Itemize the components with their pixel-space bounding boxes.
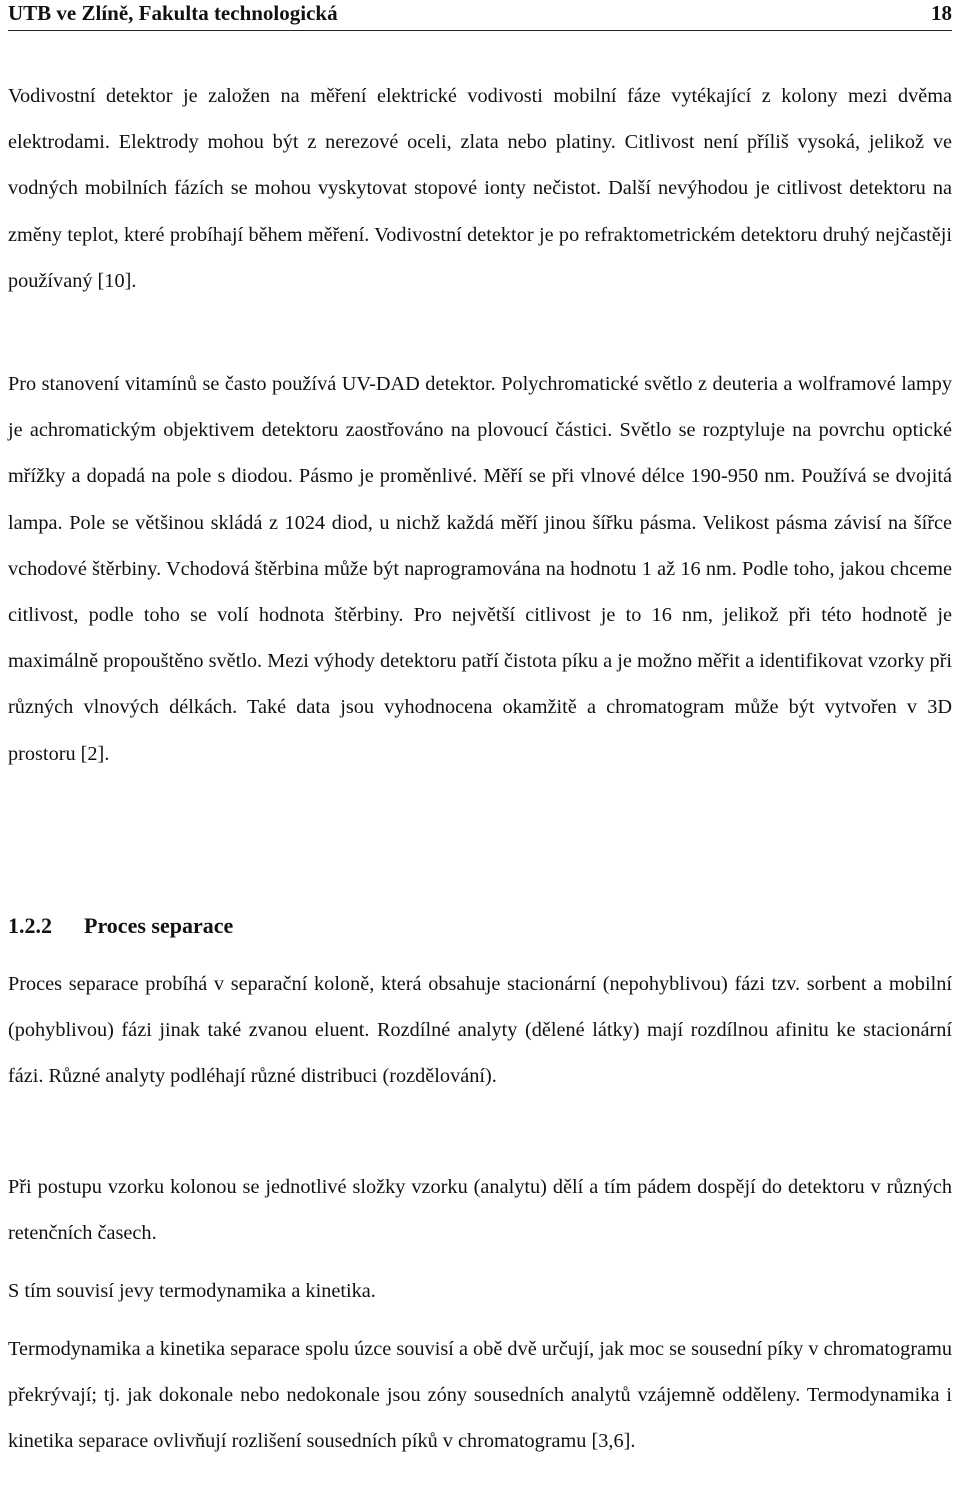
paragraph-thermo-kinetics: Termodynamika a kinetika separace spolu úzce souvisí a obě dvě určují, jak moc se sousední píky v chromatogramu překrývají; tj. jak dokonale nebo nedokonale jsou zóny sousedních analytů vzájemně odděleny. Termodynamika i kinetika separace ovlivňují rozlišení sousedních píků v chromatogramu [3,6]. <box>8 1338 952 1453</box>
section-number: 1.2.2 <box>8 913 52 938</box>
running-header <box>8 0 952 31</box>
header-title: UTB ve Zlíně, Fakulta technologická <box>8 1 338 25</box>
paragraph-uv-dad-detector: Pro stanovení vitamínů se často používá UV-DAD detektor. Polychromatické světlo z deuteria a wolframové lampy je achromatickým objektivem detektoru zaostřováno na plovoucí částici. Světlo se rozptyluje na povrchu optické mřížky a dopadá na pole s diodou. Pásmo je proměnlivé. Měří se při vlnové délce 190-950 nm. Používá se dvojitá lampa. Pole se většinou skládá z 1024 diod, u nichž každá měří jinou šířku pásma. Velikost pásma závisí na šířce vchodové štěrbiny. Vchodová štěrbina může být naprogramována na hodnotu 1 až 16 nm. Podle toho, jakou chceme citlivost, podle toho se volí hodnota štěrbiny. Pro největší citlivost je to 16 nm, jelikož při této hodnotě je maximálně propouštěno světlo. Mezi výhody detektoru patří čistota píku a je možno měřit a identifikovat vzorky při různých vlnových délkách. Také data jsou vyhodnocena okamžitě a chromatogram může být vytvořen v 3D prostoru [2]. <box>8 373 952 765</box>
paragraph-thermo-kinetics-intro: S tím souvisí jevy termodynamika a kinetika. <box>8 1280 376 1302</box>
section-heading <box>8 908 233 944</box>
paragraph-sample-passage: Při postupu vzorku kolonou se jednotlivé složky vzorku (analytu) dělí a tím pádem dospějí do detektoru v různých retenčních časech. <box>8 1176 952 1245</box>
paragraph-conductivity-detector: Vodivostní detektor je založen na měření elektrické vodivosti mobilní fáze vytékající z kolony mezi dvěma elektrodami. Elektrody mohou být z nerezové oceli, zlata nebo platiny. Citlivost není příliš vysoká, jelikož ve vodných mobilních fázích se mohou vyskytovat stopové ionty nečistot. Další nevýhodou je citlivost detektoru na změny teplot, které probíhají během měření. Vodivostní detektor je po refraktometrickém detektoru druhý nejčastěji používaný [10]. <box>8 85 952 292</box>
section-title: Proces separace <box>84 913 234 938</box>
paragraph-separation-process: Proces separace probíhá v separační koloně, která obsahuje stacionární (nepohyblivou) fázi tzv. sorbent a mobilní (pohyblivou) fázi jinak také zvanou eluent. Rozdílné analyty (dělené látky) mají rozdílnou afinitu ke stacionární fázi. Různé analyty podléhají různé distribuci (rozdělování). <box>8 973 952 1088</box>
page-number: 18 <box>931 1 952 25</box>
